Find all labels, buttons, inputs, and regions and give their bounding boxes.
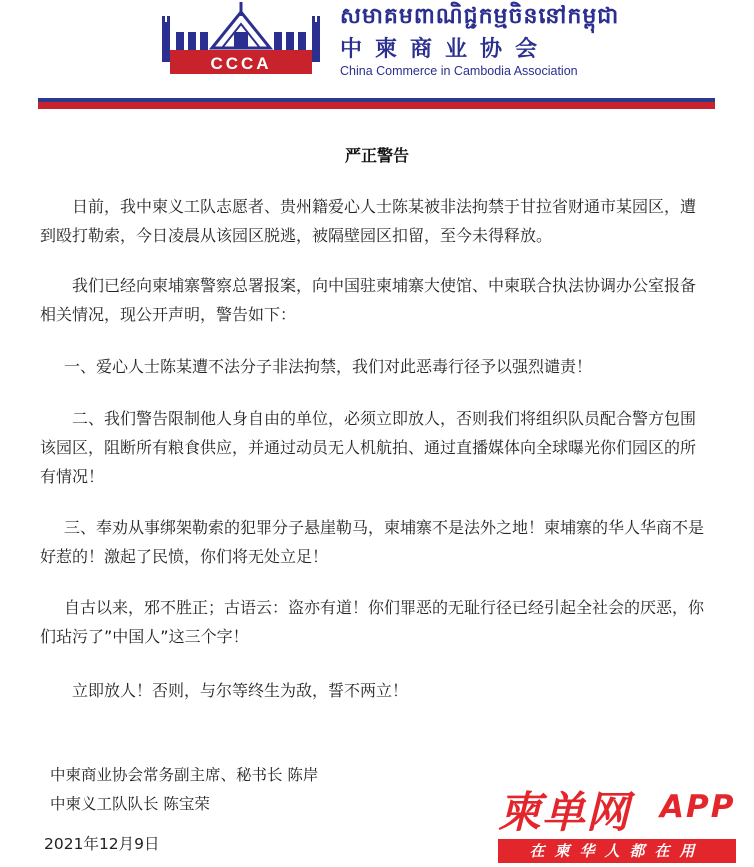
paragraph-report: 我们已经向柬埔寨警察总署报案，向中国驻柬埔寨大使馆、中柬联合执法协调办公室报备相关情况，现公开声明，警告如下：	[40, 276, 697, 324]
app-watermark	[495, 777, 750, 865]
paragraph-point-1: 一、爱心人士陈某遭不法分子非法拘禁，我们对此恶毒行径予以强烈谴责！	[64, 357, 593, 376]
logo-text: CCCA	[210, 54, 272, 73]
signature-secretary-general: 中柬商业协会常务副主席、秘书长 陈岸	[50, 766, 319, 784]
paragraph-intro: 日前，我中柬义工队志愿者、贵州籍爱心人士陈某被非法拘禁于甘拉省财通市某园区，遭到殴打勒索，今日凌晨从该园区脱逃，被隔壁园区扣留，至今未得释放。	[40, 197, 697, 245]
document-date: 2021年12月9日	[44, 835, 160, 853]
watermark-app-label: APP	[660, 789, 736, 825]
ccca-logo	[162, 2, 320, 82]
paragraph-point-2: 二、我们警告限制他人身自由的单位，必须立即放人，否则我们将组织队员配合警方包围该园区，阻断所有粮食供应，并通过动员无人机航拍、通过直播媒体向全球曝光你们园区的所有情况！	[40, 409, 697, 486]
khmer-association-name: សមាគមពាណិជ្ជកម្មចិននៅកម្ពុជា	[340, 4, 620, 29]
watermark-brand: 柬单网	[498, 788, 630, 838]
document-title: 严正警告	[344, 146, 409, 165]
signature-volunteer-captain: 中柬义工队队长 陈宝荣	[50, 795, 210, 813]
paragraph-condemnation: 自古以来，邪不胜正；古语云：盗亦有道！你们罪恶的无耻行径已经引起全社会的厌恶，你们玷污了”中国人”这三个字！	[40, 598, 705, 646]
watermark-slogan: 在柬华人都在用	[498, 839, 736, 863]
paragraph-point-3: 三、奉劝从事绑架勒索的犯罪分子悬崖勒马，柬埔寨不是法外之地！柬埔寨的华人华商不是好惹的！激起了民愤，你们将无处立足！	[40, 518, 705, 566]
chinese-association-name: 中柬商业协会	[340, 37, 551, 62]
paragraph-ultimatum: 立即放人！否则，与尔等终生为敌，誓不两立！	[72, 681, 409, 700]
english-association-name: China Commerce in Cambodia Association	[340, 64, 578, 78]
association-header	[0, 0, 754, 115]
header-divider-red	[38, 102, 715, 109]
